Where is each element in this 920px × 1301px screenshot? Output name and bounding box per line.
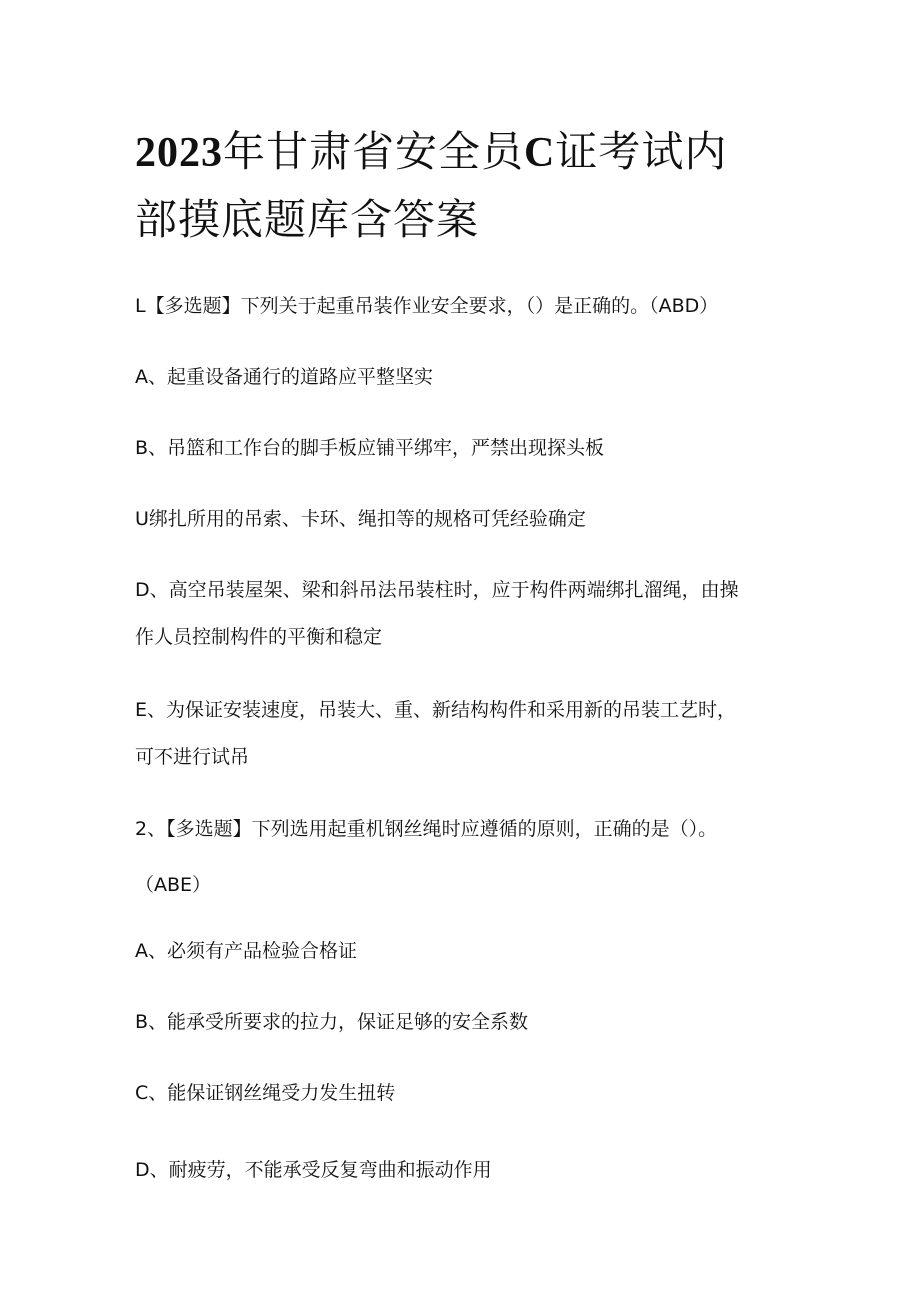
question-2-stem: 2、【多选题】下列选用起重机钢丝绳时应遵循的原则，正确的是（）。	[135, 818, 718, 840]
question-1-option-c: U绑扎所用的吊索、卡环、绳扣等的规格可凭经验确定	[135, 508, 586, 530]
question-2-option-d: D、耐疲劳，不能承受反复弯曲和振动作用	[135, 1159, 492, 1181]
document-title-line-2: 部摸底题库含答案	[135, 195, 480, 244]
question-2-option-a: A、必须有产品检验合格证	[135, 940, 357, 962]
question-1-option-d: D、高空吊装屋架、梁和斜吊法吊装柱时，应于构件两端绑扎溜绳，由操	[135, 579, 739, 601]
question-2-answer: （ABE）	[135, 874, 212, 896]
title-text-1: 年甘肃省安全员	[223, 127, 525, 176]
question-1-option-e: E、为保证安装速度，吊装大、重、新结构构件和采用新的吊装工艺时，	[135, 699, 737, 721]
title-text-2: 证考试内	[555, 127, 728, 176]
question-2-option-c: C、能保证钢丝绳受力发生扭转	[135, 1082, 396, 1104]
question-2-option-b: B、能承受所要求的拉力，保证足够的安全系数	[135, 1011, 529, 1033]
question-1-stem: L【多选题】下列关于起重吊装作业安全要求，（）是正确的。（ABD）	[135, 295, 719, 317]
title-year: 2023	[135, 130, 223, 176]
question-1-option-a: A、起重设备通行的道路应平整坚实	[135, 366, 433, 388]
title-letter: C	[524, 130, 556, 176]
question-1-option-b: B、吊篮和工作台的脚手板应铺平绑牢，严禁出现探头板	[135, 437, 605, 459]
document-title-line-1	[135, 118, 795, 187]
question-1-option-d-cont: 作人员控制构件的平衡和稳定	[135, 626, 383, 648]
question-1-option-e-cont: 可不进行试吊	[135, 746, 250, 768]
